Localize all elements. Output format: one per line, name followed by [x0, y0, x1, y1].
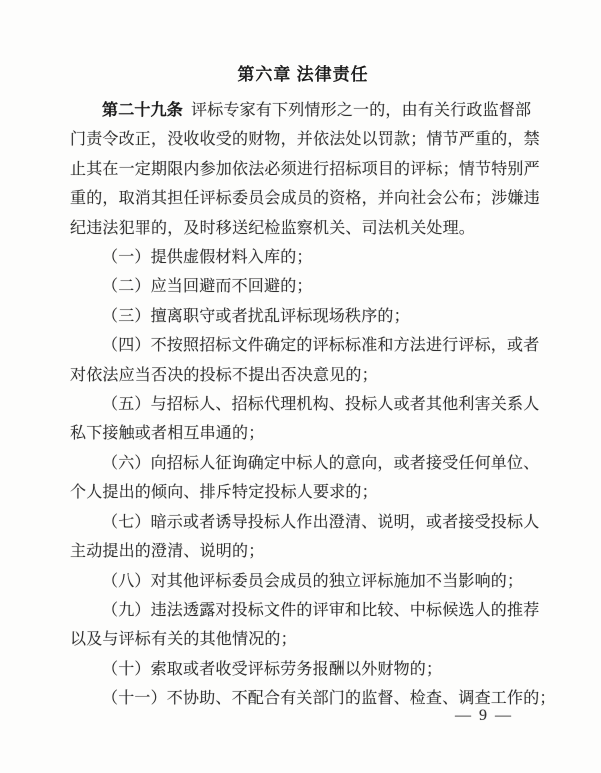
list-item-line: （二）应当回避而不回避的； [102, 278, 313, 296]
list-item-line: 主动提出的澄清、说明的； [70, 543, 265, 561]
list-item-line: （三）擅离职守或者扰乱评标现场秩序的； [102, 307, 410, 325]
body-text [70, 96, 556, 714]
list-item-line: 对依法应当否决的投标不提出否决意见的； [70, 366, 378, 384]
list-item-line: （六）向招标人征询确定中标人的意向，或者接受任何单位、 [102, 454, 540, 472]
list-item-10 [70, 655, 536, 684]
list-item-7 [70, 508, 540, 567]
list-item-line: 个人提出的倾向、排斥特定投标人要求的； [70, 484, 378, 502]
list-item-line: 私下接触或者相互串通的； [70, 425, 265, 443]
list-item-line: （五）与招标人、招标代理机构、投标人或者其他利害关系人 [102, 396, 540, 414]
article-line: 纪违法犯罪的，及时移送纪检监察机关、司法机关处理。 [70, 219, 476, 237]
article-text: 评标专家有下列情形之一的，由有关行政监督部 [191, 102, 532, 119]
list-item-2 [70, 272, 536, 301]
list-item-8 [70, 567, 536, 596]
page-content [70, 60, 556, 714]
list-item-9 [70, 596, 540, 655]
page-number: — 9 — [455, 707, 513, 724]
list-item-line: （四）不按照招标文件确定的评标标准和方法进行评标，或者 [102, 337, 540, 355]
chapter-heading: 第六章 法律责任 [237, 65, 369, 84]
list-item-line: （九）违法透露对投标文件的评审和比较、中标候选人的推荐 [102, 601, 540, 619]
article-paragraph [70, 96, 540, 243]
article-number: 第二十九条 [102, 102, 184, 119]
list-item-5 [70, 390, 540, 449]
list-item-1 [70, 243, 536, 272]
list-item-3 [70, 302, 536, 331]
article-line: 重的，取消其担任评标委员会成员的资格，并向社会公布；涉嫌违 [70, 190, 540, 208]
article-line: 止其在一定期限内参加依法必须进行招标项目的评标；情节特别严 [70, 160, 540, 178]
list-item-line: （一）提供虚假材料入库的； [102, 249, 313, 267]
list-item-line: （十一）不协助、不配合有关部门的监督、检查、调查工作的； [102, 690, 556, 708]
article-line [70, 96, 536, 125]
list-item-line: 以及与评标有关的其他情况的； [70, 631, 297, 649]
list-item-4 [70, 331, 540, 390]
list-item-line: （七）暗示或者诱导投标人作出澄清、说明，或者接受投标人 [102, 513, 540, 531]
list-item-line: （十）索取或者收受评标劳务报酬以外财物的； [102, 660, 443, 678]
list-item-line: （八）对其他评标委员会成员的独立评标施加不当影响的； [102, 572, 524, 590]
article-line: 门责令改正，没收收受的财物，并依法处以罚款；情节严重的，禁 [70, 131, 540, 149]
list-item-6 [70, 449, 540, 508]
